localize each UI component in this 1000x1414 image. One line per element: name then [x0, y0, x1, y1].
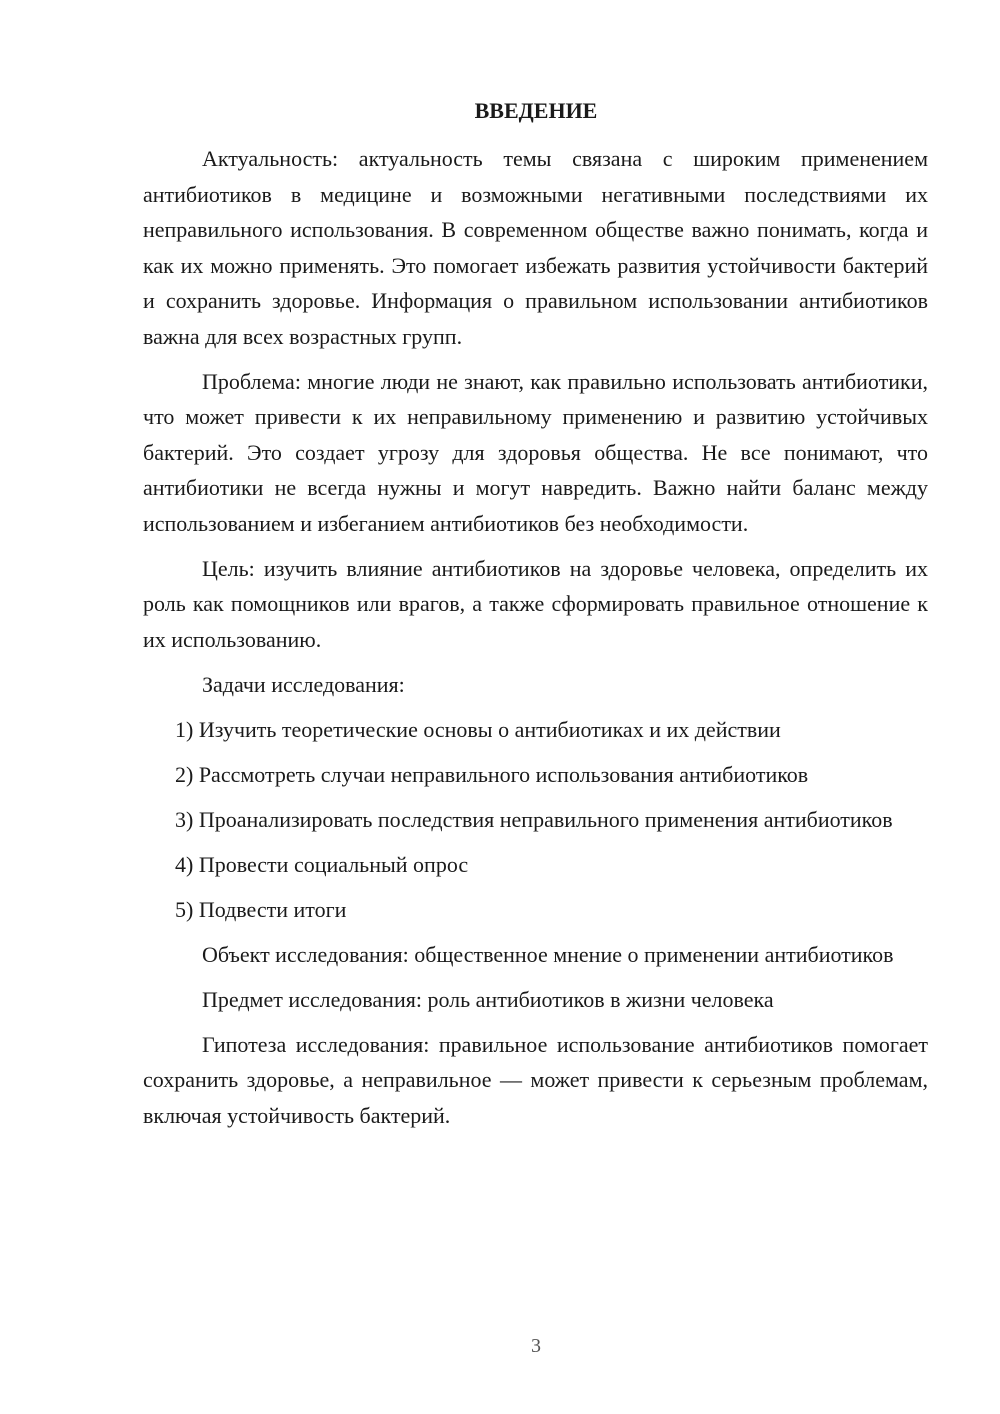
page-number: 3	[531, 1335, 541, 1357]
task-item: 4) Провести социальный опрос	[175, 851, 469, 877]
paragraph-problem: Проблема: многие люди не знают, как правильно использовать антибиотики, что может привести к их неправильному применению и развитию устойчивых бактерий. Это создает угрозу для здоровья общества. Не все понимают, что антибиотики не всегда нужны и могут навредить. Важно найти баланс между использованием и избеганием антибиотиков без необходимости.	[143, 368, 928, 536]
task-item: 2) Рассмотреть случаи неправильного использования антибиотиков	[175, 761, 809, 787]
paragraph-subject: Предмет исследования: роль антибиотиков в жизни человека	[202, 986, 774, 1012]
paragraph-relevance: Актуальность: актуальность темы связана с широким применением антибиотиков в медицине и возможными негативными последствиями их неправильного использования. В современном обществе важно понимать, когда и как их можно применять. Это помогает избежать развития устойчивости бактерий и сохранить здоровье. Информация о правильном использовании антибиотиков важна для всех возрастных групп.	[143, 146, 928, 349]
document-body	[143, 141, 928, 1143]
paragraph-object: Объект исследования: общественное мнение о применении антибиотиков	[202, 941, 894, 967]
paragraph-goal: Цель: изучить влияние антибиотиков на здоровье человека, определить их роль как помощников или врагов, а также сформировать правильное отношение к их использованию.	[143, 555, 928, 652]
page-title: ВВЕДЕНИЕ	[474, 98, 598, 123]
task-item: 1) Изучить теоретические основы о антибиотиках и их действии	[175, 716, 781, 742]
tasks-heading: Задачи исследования:	[202, 671, 405, 697]
task-item: 3) Проанализировать последствия неправильного применения антибиотиков	[175, 806, 893, 832]
paragraph-hypothesis: Гипотеза исследования: правильное использование антибиотиков помогает сохранить здоровье, а неправильное — может привести к серьезным проблемам, включая устойчивость бактерий.	[143, 1031, 928, 1128]
task-item: 5) Подвести итоги	[175, 896, 347, 922]
